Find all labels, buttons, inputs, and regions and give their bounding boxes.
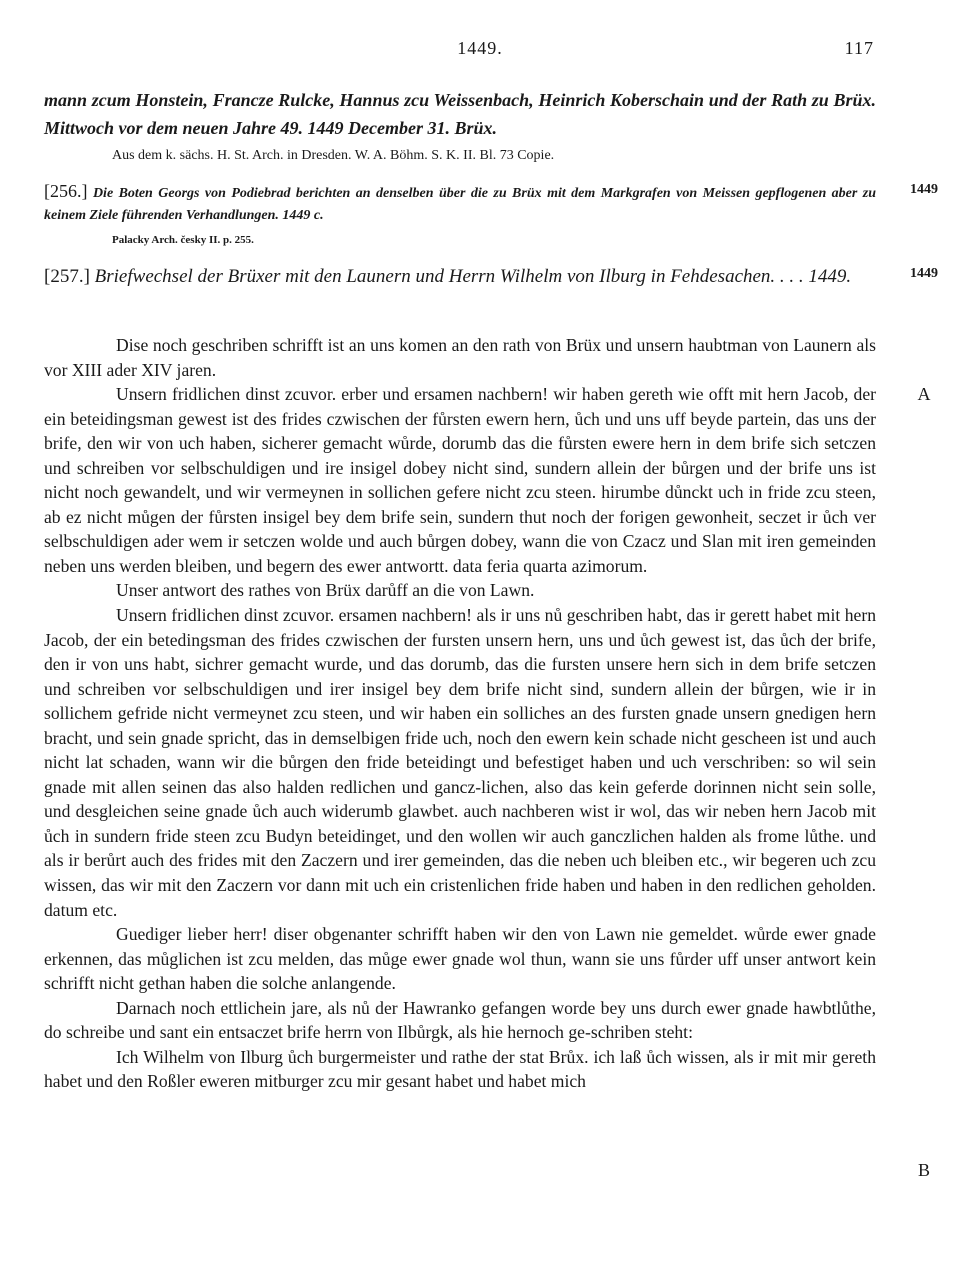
entry-256-number: [256.] [44, 181, 88, 201]
body-paragraph: Ich Wilhelm von Ilburg ůch burgermeister und rathe der stat Brůx. ich laß ůch wissen, als ir mit mir gereth habet und den Roßler eweren mitburger zcu mir gesant habet und habet mich [44, 1046, 876, 1092]
intro-continuation: mann zcum Honstein, Francze Rulcke, Hannus zcu Weissenbach, Heinrich Koberschain und der Rath zu Brüx. Mittwoch vor dem neuen Jahre 49. 1449 December 31. Brüx. [44, 90, 876, 138]
entry-256-title: Die Boten Georgs von Podiebrad berichten an denselben über die zu Brüx mit dem Markgrafen von Meissen gepflogenen aber zu keinem Ziele führenden Verhandlungen. 1449 c. [44, 186, 876, 223]
entry-257-heading [44, 263, 876, 290]
entry-256-margin-year: 1449 [910, 182, 938, 197]
entry-256-source: Palacky Arch. česky II. p. 255. [112, 234, 254, 246]
body-paragraph: Darnach noch ettlichein jare, als nů der Hawranko gefangen worde bey uns durch ewer gnade hawbtlůthe, do schreibe und sant ein entsaczet brife herrn von Ilbůrgk, als hie hernoch ge-schriben steht: [44, 997, 876, 1043]
body-paragraph: Dise noch geschriben schrifft ist an uns komen an den rath von Brüx und unsern haubtman von Launern als vor XIII ader XIV jaren. [44, 335, 876, 380]
body-paragraph: Guediger lieber herr! diser obgenanter schrifft haben wir den von Lawn nie gemeldet. wůrde ewer gnade erkennen, das můglichen ist zcu melden, das můge ewer gnade wol thun, wann sie uns fůrder uff unser antwort kein schrifft nicht gethan haben die solche anlangende. [44, 924, 876, 994]
entry-256-heading [44, 180, 876, 227]
entry-257-number: [257.] [44, 266, 90, 287]
entry-257-margin-year: 1449 [910, 266, 938, 281]
body-paragraph: Unsern fridlichen dinst zcuvor. erber und ersamen nachbern! wir haben gereth wie offt mit hern Jacob, der ein beteidingsman gewest ist des frides czwischen der fůrsten ewern hern, ůch und uns uff beyde partein, das uns der brife, den wir von uch haben, sicherer gemacht wůrde, dorumb das die fůrsten ewere hern in dem brife sich setczen und schreiben vor selbschuldigen und ire insigel dobey nicht sind, sundern allein der bůrgen und der brife uns ist nicht noch gewandelt, und wir vermeynen in sollichen gefere nicht zcu steen. hirumbe důnckt uch in fride zcu steen, ab ez nicht můgen der fůrsten insigel bey dem brife sein, sundern thut noch der forigen gewonheit, seczet ir ůch ver selbschuldigen ader wem ir setczen wolde und auch bůrgen dobey, wann die von Czacz und Slan mit iren gemeinden neben uns werden bleiben, und begern des ewer antwortt. data feria quarta azimorum. [44, 384, 876, 576]
running-header [0, 38, 960, 62]
margin-mark-a: A [917, 384, 931, 404]
margin-mark-b: B [917, 1160, 930, 1180]
body-paragraph: Unsern fridlichen dinst zcuvor. ersamen nachbern! als ir uns nů geschriben habt, das ir gerett habet mit hern Jacob, der ein betedingsman des frides czwischen der fursten unsern hern, uns und ůch gewest ist, das ůch der brife, den ir von uns habt, sichrer gemacht wurde, und das dorumb, das die fursten unsere hern sich in dem brife setczen und schreiben vor selbschuldigen und irer insigel bey dem brife nicht sind, sundern allein der bůrgen, wie ir in sollichem gefride nicht vermeynet zcu steen, und wir haben ein solliches an des fursten gnade unsern gnedigen hern bracht, und sein gnade spricht, das in demselbigen fride uch, noch den ewern kein schade nicht gescheen ist und auch nicht lat schaden, wann wir die bůrgen den fride beteidingt und befestiget haben und uch verschriben: so wil sein gnade mit allen seinen das also halden redlichen und gancz-lichen, also das kein geferde dorinnen nicht sein solle, und desgleichen seine gnade ůch auch widerumb glawbet. auch nachberen wist ir wol, das wir neben hern Jacob mit ůch in sundern fride steen zcu Budyn beteidinget, und den wollen wir auch ganczlichen halden als frome lůthe. und als ir berůrt auch des frides mit den Zaczern und irer gemeinden, das die neben uch bleiben etc., wir begeren uch zcu wissen, das wir mit den Zaczern vor dann mit uch ein cristenlichen fride haben und haben in den redlichen geholden. datum etc. [44, 605, 876, 920]
entry-257-title: Briefwechsel der Brüxer mit den Launern und Herrn Wilhelm von Ilburg in Fehdesachen. . . . 1449. [94, 266, 852, 287]
body-paragraph: Unser antwort des rathes von Brüx darůff an die von Lawn. [116, 580, 535, 601]
intro-source-note: Aus dem k. sächs. H. St. Arch. in Dresden. W. A. Böhm. S. K. II. Bl. 73 Copie. [112, 148, 555, 163]
header-year: 1449. [457, 38, 503, 58]
document-body [44, 333, 876, 1094]
page-number: 117 [844, 38, 874, 58]
